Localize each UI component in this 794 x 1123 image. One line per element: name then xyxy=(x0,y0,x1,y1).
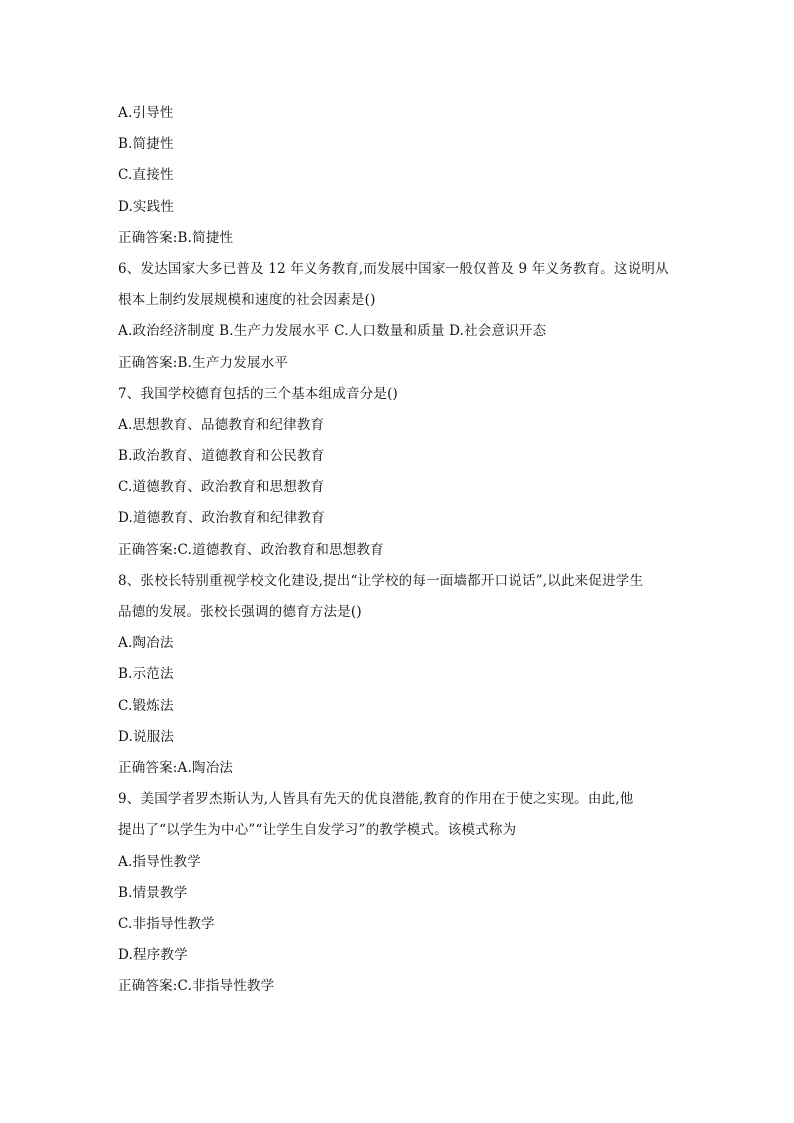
option-b-q7: B.政治教育、道德教育和公民教育 xyxy=(118,448,325,465)
document-body xyxy=(118,100,688,1004)
option-c-q9: C.非指导性教学 xyxy=(118,915,215,932)
option-c-q7: C.道德教育、政治教育和思想教育 xyxy=(118,479,325,496)
option-d-q5: D.实践性 xyxy=(118,198,175,215)
answer-q8: 正确答案:A.陶冶法 xyxy=(118,759,234,776)
answer-q9: 正确答案:C.非指导性教学 xyxy=(118,978,275,995)
option-b-q9: B.情景教学 xyxy=(118,884,188,901)
question-8-line-2: 品德的发展。张校长强调的德育方法是() xyxy=(118,604,362,620)
answer-q5: 正确答案:B.简捷性 xyxy=(118,229,234,246)
option-a-q8: A.陶冶法 xyxy=(118,635,174,652)
option-c-q8: C.锻炼法 xyxy=(118,697,174,714)
answer-q6: 正确答案:B.生产力发展水平 xyxy=(118,354,289,371)
question-9-line-1: 9、美国学者罗杰斯认为,人皆具有先天的优良潜能,教育的作用在于使之实现。由此,他 xyxy=(118,791,634,808)
option-c-q5: C.直接性 xyxy=(118,167,174,184)
question-9-line-2: 提出了“以学生为中心”“让学生自发学习”的教学模式。该模式称为 xyxy=(118,822,517,839)
option-d-q9: D.程序教学 xyxy=(118,947,188,964)
options-q6: A.政治经济制度 B.生产力发展水平 C.人口数量和质量 D.社会意识开态 xyxy=(118,323,547,340)
option-a-q5: A.引导性 xyxy=(118,105,174,121)
question-8-line-1: 8、张校长特别重视学校文化建设,提出“让学校的每一面墙都开口说话”,以此来促进学生 xyxy=(118,572,644,589)
question-6-line-1: 6、发达国家大多已普及 12 年义务教育,而发展中国家一般仅普及 9 年义务教育。这说明从 xyxy=(118,260,669,277)
answer-q7: 正确答案:C.道德教育、政治教育和思想教育 xyxy=(118,541,384,558)
option-d-q7: D.道德教育、政治教育和纪律教育 xyxy=(118,510,325,527)
option-b-q8: B.示范法 xyxy=(118,666,174,683)
question-6-line-2: 根本上制约发展规模和速度的社会因素是() xyxy=(118,292,376,309)
option-a-q9: A.指导性教学 xyxy=(118,853,201,870)
option-b-q5: B.简捷性 xyxy=(118,136,174,153)
question-7: 7、我国学校德育包括的三个基本组成音分是() xyxy=(118,385,399,402)
option-d-q8: D.说服法 xyxy=(118,728,175,745)
option-a-q7: A.思想教育、品德教育和纪律教育 xyxy=(118,416,325,433)
